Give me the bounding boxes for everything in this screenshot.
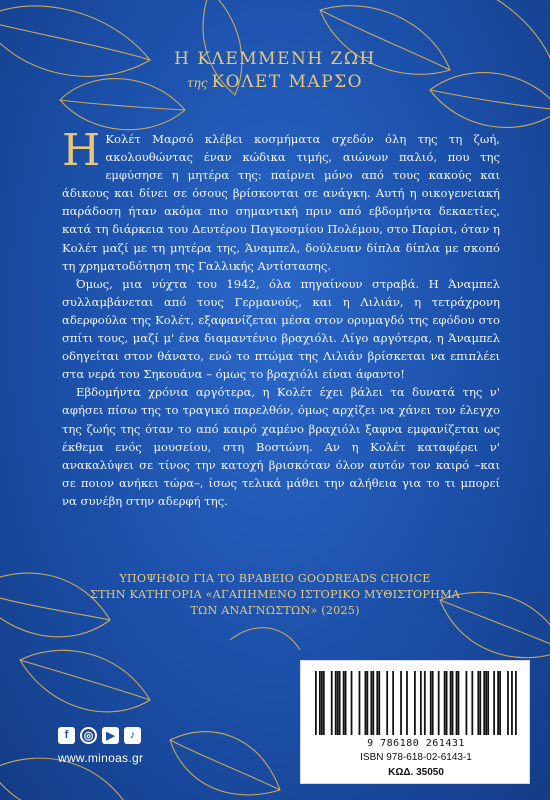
barcode-bar <box>471 671 473 735</box>
barcode-bar <box>323 671 325 735</box>
barcode-bar <box>343 671 345 735</box>
barcode <box>313 671 519 735</box>
award-notice <box>0 571 550 619</box>
ean-number: 9 786180 261431 <box>367 738 465 749</box>
barcode-bar <box>497 671 499 735</box>
product-code: ΚΩΔ. 35050 <box>388 767 444 778</box>
barcode-bar <box>370 671 372 735</box>
barcode-panel <box>300 660 530 784</box>
barcode-bar <box>378 671 380 735</box>
barcode-bar <box>335 671 337 735</box>
barcode-bar <box>450 671 452 735</box>
barcode-bar <box>432 671 434 735</box>
barcode-bar <box>452 671 454 735</box>
social-icons <box>58 725 141 745</box>
synopsis <box>62 125 500 510</box>
isbn-number: ISBN 978-618-02-6143-1 <box>360 752 472 763</box>
barcode-bar <box>315 671 317 735</box>
instagram-icon[interactable]: ◎ <box>80 727 97 744</box>
barcode-bar <box>414 671 416 735</box>
barcode-bar <box>424 671 426 735</box>
title-line-2 <box>0 70 550 95</box>
barcode-bar <box>351 671 353 735</box>
synopsis-paragraph-2: Όμως, μια νύχτα του 1942, όλα πηγαίνουν στραβά. Η Άναμπελ συλλαμβάνεται από τους Γερμανούς, και η Λιλιάν, η τετράχρονη αδερφούλα της Κολέτ, εξαφανίζεται μέσα στον ορυμαγδό της εφόδου στο σπίτι τους, μαζί μ' ένα διαμαντένιο βραχιόλι. Λίγο αργότερα, η Άναμπελ οδηγείται στον θάνατο, ενώ το πτώμα της Λιλιάν βρίσκεται να επιπλέει στα νερά του Σηκουάνα – όμως το βραχιόλι είναι άφαντο! <box>62 276 500 382</box>
barcode-bar <box>446 671 448 735</box>
barcode-bar <box>366 671 368 735</box>
barcode-bar <box>337 671 339 735</box>
barcode-bar <box>511 671 513 735</box>
barcode-bar <box>479 671 481 735</box>
synopsis-paragraph-1-text: Κολέτ Μαρσό κλέβει κοσμήματα σχεδόν όλη της τη ζωή, ακολουθώντας έναν κώδικα τιμής, αιώνων παλιό, που της εμφύσησε η μητέρα της: παίρνει μόνο από τους κακούς και άδικους και δίνει σε όσους βρίσκονται σε ανάγκη. Αυτή η οικογενειακή παράδοση ήταν ακόμα πιο σημαντική πριν από εβδομήντα δεκαετίες, κατά τη διάρκεια του Δευτέρου Παγκοσμίου Πολέμου, στο Παρίσι, όταν η Κολέτ μαζί με τη μητέρα της, Άναμπελ, δούλευαν δίπλα δίπλα με σκοπό τη χρηματοδότηση της Γαλλικής Αντίστασης. <box>62 132 500 273</box>
barcode-bar <box>444 671 446 735</box>
synopsis-paragraph-3: Εβδομήντα χρόνια αργότερα, η Κολέτ έχει βάλει τα δυνατά της ν' αφήσει πίσω της το τραγικό παρελθόν, όμως αρχίζει να χάνει τον έλεγχο της ζωής της όταν το από καιρό χαμένο βραχιόλι ξαφνα εμφανίζεται ως έκθεμα ενός μουσείου, στη Βοστώνη. Αν η Κολέτ καταφέρει ν' ανακαλύψει σε τίνος την κατοχή βρισκόταν όλον αυτόν τον καιρό –και σε ποιον ανήκει τώρα–, ίσως τελικά μάθει την αλήθεια για το τι μπορεί να συνέβη στην αδερφή της. <box>62 385 500 508</box>
barcode-bar <box>392 671 394 735</box>
barcode-bar <box>365 671 367 735</box>
title-author-name: ΚΟΛΕΤ ΜΑΡΣΟ <box>211 72 364 92</box>
barcode-bar <box>456 671 458 735</box>
barcode-bar <box>458 671 460 735</box>
barcode-bar <box>477 671 479 735</box>
facebook-icon[interactable]: f <box>58 727 75 744</box>
barcode-bar <box>466 671 468 735</box>
award-line-3: ΤΩΝ ΑΝΑΓΝΩΣΤΩΝ» (2025) <box>190 604 360 617</box>
barcode-bar <box>406 671 408 735</box>
barcode-bar <box>515 671 517 735</box>
youtube-icon[interactable]: ▶ <box>102 727 119 744</box>
barcode-bar <box>319 671 321 735</box>
barcode-bar <box>420 671 422 735</box>
barcode-bar <box>345 671 347 735</box>
drop-cap: Η <box>62 125 101 176</box>
barcode-bar <box>331 671 333 735</box>
title-line-1: Η ΚΛΕΜΜΕΝΗ ΖΩΗ <box>174 49 376 69</box>
barcode-bar <box>485 671 487 735</box>
publisher-website[interactable]: www.minoas.gr <box>58 751 144 765</box>
barcode-bar <box>386 671 388 735</box>
title-script-word: της <box>186 76 208 90</box>
barcode-bar <box>493 671 495 735</box>
barcode-bar <box>372 671 374 735</box>
barcode-bar <box>507 671 509 735</box>
barcode-bar <box>359 671 361 735</box>
tiktok-icon[interactable]: ♪ <box>124 727 141 744</box>
barcode-bar <box>430 671 432 735</box>
barcode-bar <box>400 671 402 735</box>
barcode-bar <box>376 671 378 735</box>
barcode-bar <box>487 671 489 735</box>
award-line-1: ΥΠΟΨΗΦΙΟ ΓΙΑ ΤΟ ΒΡΑΒΕΙΟ GOODREADS CHOICE <box>119 572 431 585</box>
book-title <box>0 48 550 95</box>
award-line-2: ΣΤΗΝ ΚΑΤΗΓΟΡΙΑ «ΑΓΑΠΗΜΕΝΟ ΙΣΤΟΡΙΚΟ ΜΥΘΙΣΤΟΡΗΜΑ <box>89 588 461 601</box>
barcode-bar <box>438 671 440 735</box>
synopsis-paragraph-1 <box>62 125 500 275</box>
barcode-bar <box>483 671 485 735</box>
barcode-bar <box>339 671 341 735</box>
barcode-bar <box>321 671 323 735</box>
barcode-bar <box>499 671 501 735</box>
